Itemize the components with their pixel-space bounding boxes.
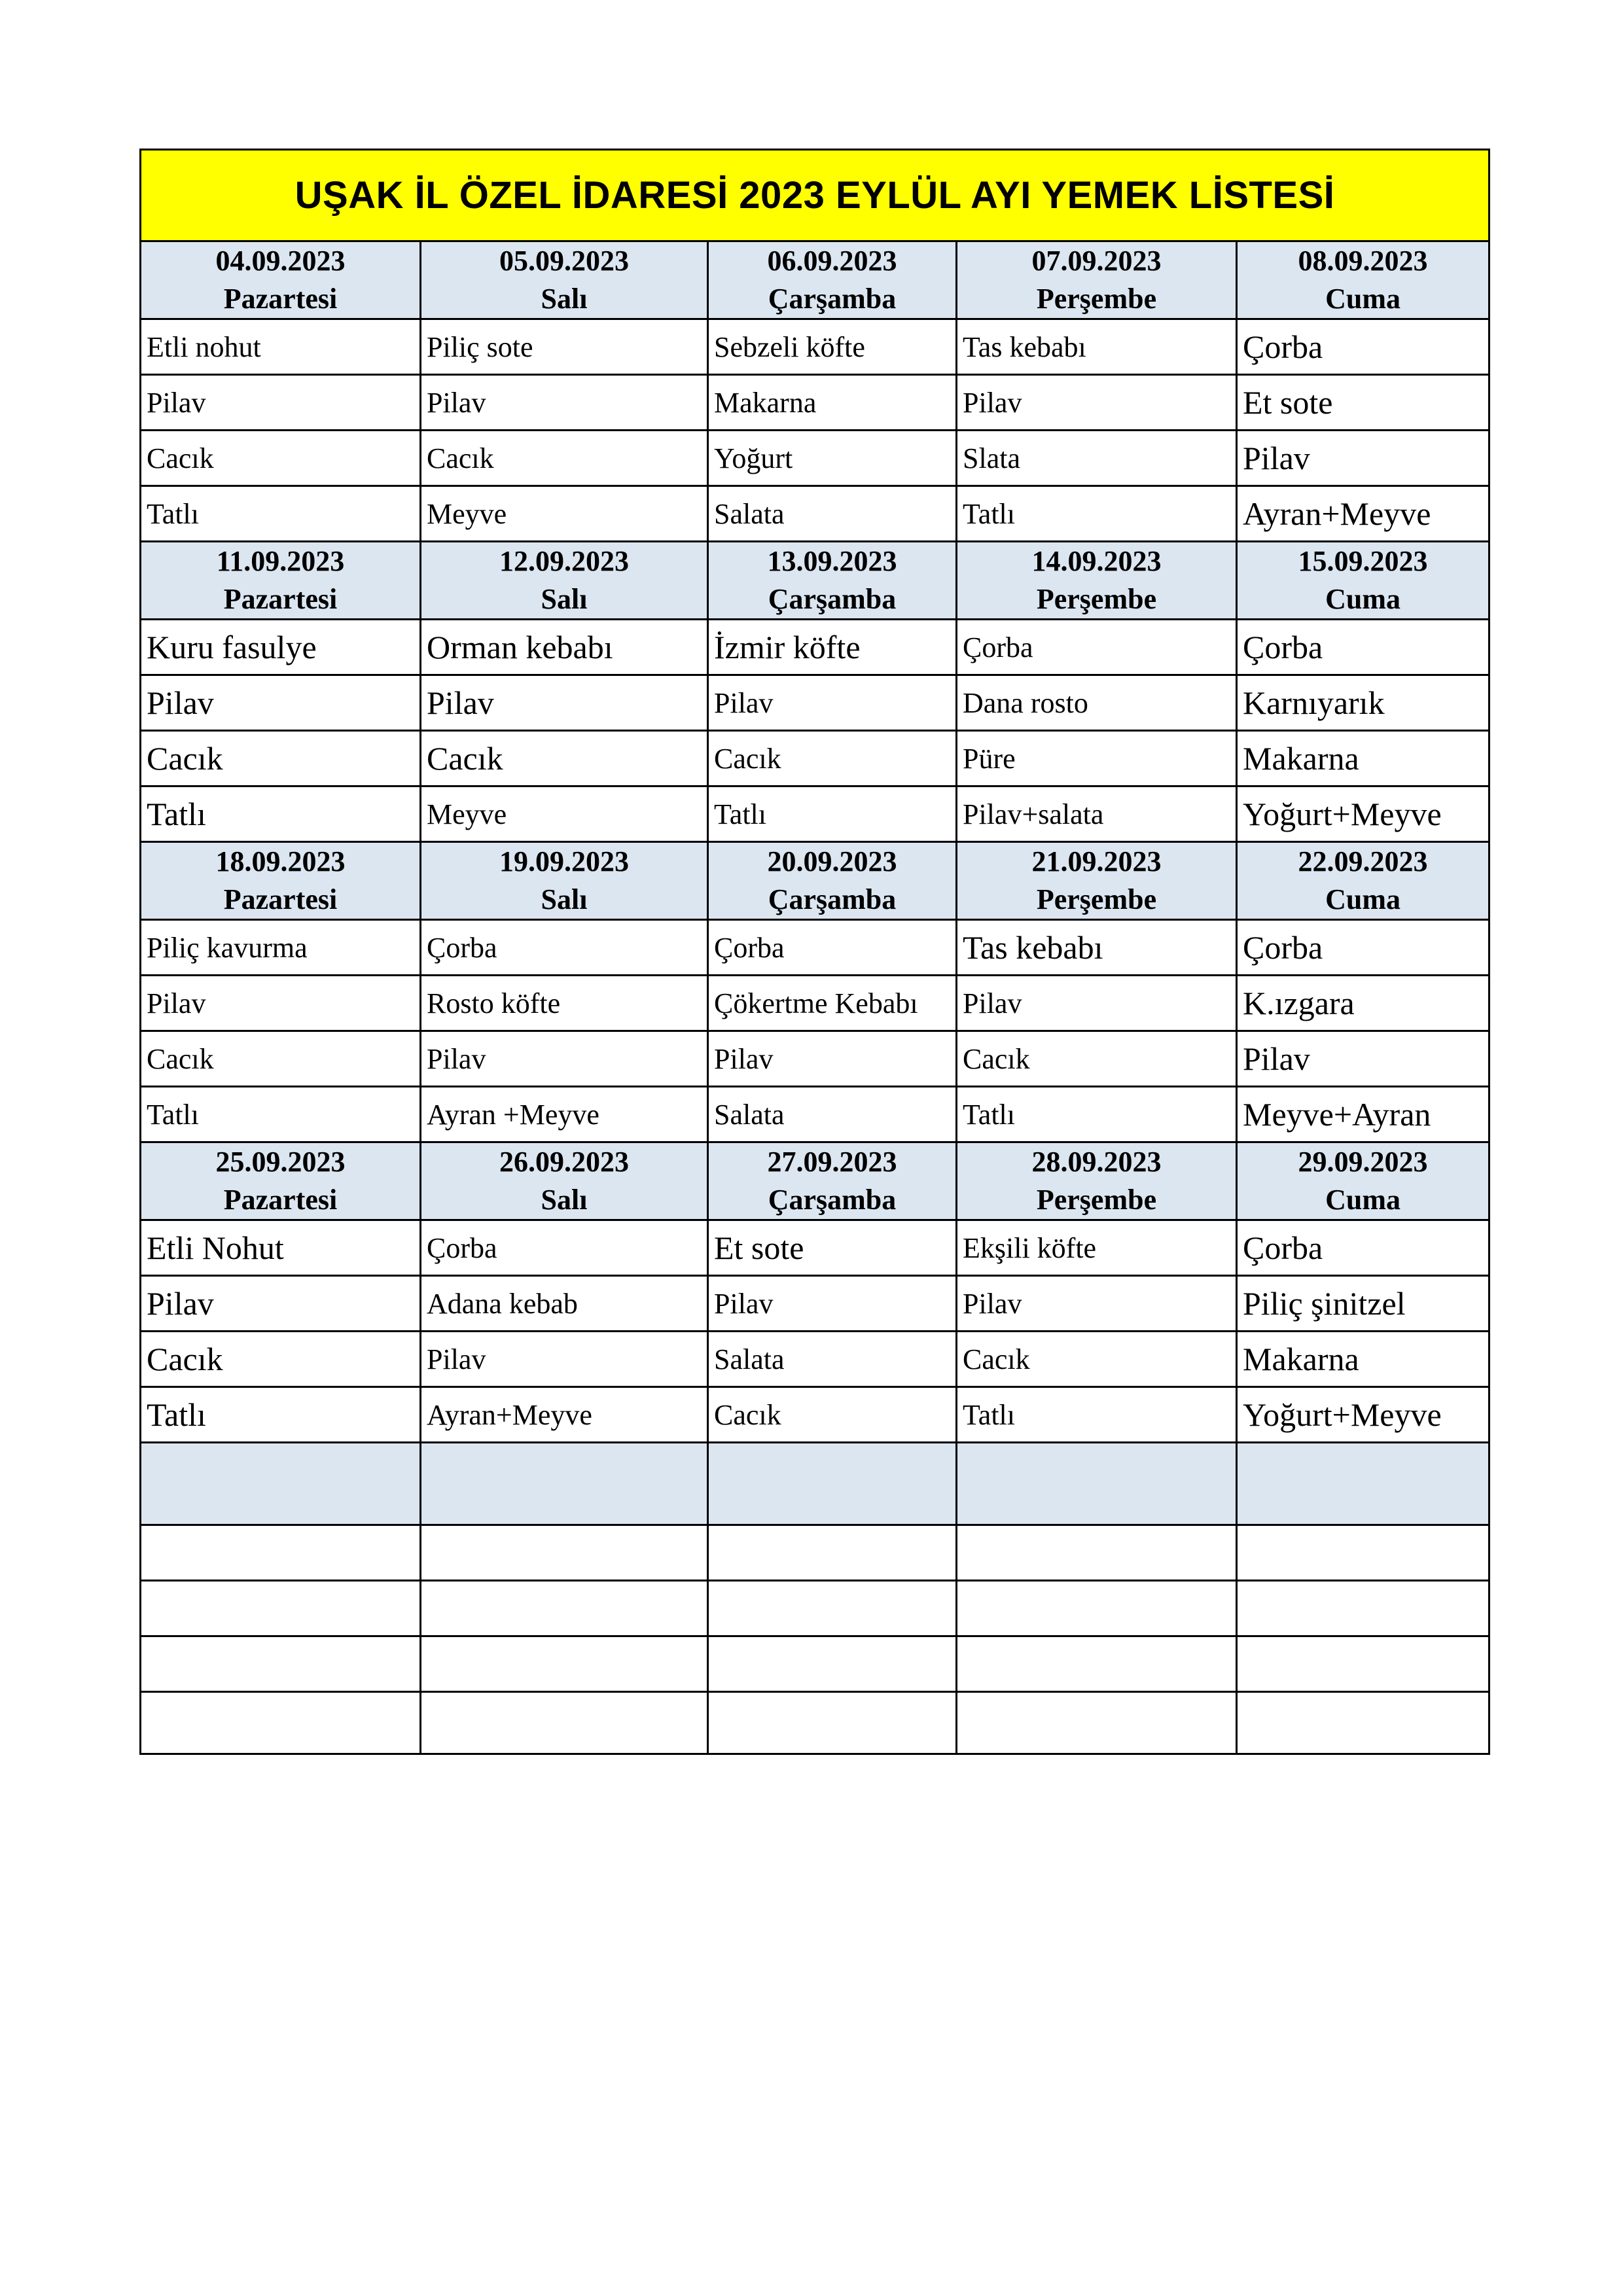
day-header-cell (957, 241, 1237, 319)
meal-cell: Tatlı (957, 1087, 1237, 1142)
meal-cell: Pilav (141, 375, 421, 431)
meal-cell: Meyve (421, 786, 708, 842)
meal-cell: Püre (957, 731, 1237, 786)
empty-header-cell (421, 1443, 708, 1525)
day-header-cell (421, 1142, 708, 1220)
week-header-row (141, 1142, 1489, 1220)
meal-cell: Sebzeli köfte (708, 319, 957, 375)
empty-cell (141, 1636, 421, 1692)
empty-cell (1237, 1692, 1489, 1754)
empty-cell (421, 1581, 708, 1636)
empty-cell (421, 1636, 708, 1692)
meal-cell: Meyve (421, 486, 708, 542)
meal-cell: Çorba (421, 920, 708, 976)
meal-cell: Pilav (708, 1031, 957, 1087)
day-name: Çarşamba (768, 1184, 897, 1216)
meal-cell: Pilav (1237, 1031, 1489, 1087)
day-date: 18.09.2023 (215, 845, 346, 877)
day-header-cell (1237, 1142, 1489, 1220)
meal-row (141, 1031, 1489, 1087)
meal-cell: Cacık (141, 431, 421, 486)
meal-cell: Tatlı (957, 486, 1237, 542)
empty-cell (141, 1525, 421, 1581)
meal-row (141, 976, 1489, 1031)
day-header-cell (957, 542, 1237, 620)
empty-cell (957, 1525, 1237, 1581)
meal-cell: Pilav+salata (957, 786, 1237, 842)
meal-cell: İzmir köfte (708, 620, 957, 675)
empty-cell (421, 1525, 708, 1581)
day-header-cell (141, 1142, 421, 1220)
meal-cell: Cacık (708, 1387, 957, 1443)
meal-cell: Pilav (421, 375, 708, 431)
meal-cell: Slata (957, 431, 1237, 486)
meal-cell: Meyve+Ayran (1237, 1087, 1489, 1142)
meal-cell: Pilav (708, 1276, 957, 1332)
meal-row (141, 431, 1489, 486)
day-name: Perşembe (1036, 883, 1157, 915)
menu-table (139, 149, 1490, 1755)
meal-cell: Et sote (708, 1220, 957, 1276)
meal-cell: Piliç kavurma (141, 920, 421, 976)
meal-cell: Cacık (957, 1332, 1237, 1387)
day-date: 13.09.2023 (767, 545, 897, 577)
meal-cell: Yoğurt+Meyve (1237, 1387, 1489, 1443)
day-date: 20.09.2023 (767, 845, 897, 877)
day-header-cell (141, 241, 421, 319)
meal-cell: Pilav (141, 675, 421, 731)
day-name: Çarşamba (768, 283, 897, 315)
meal-cell: Çorba (1237, 920, 1489, 976)
day-header-cell (708, 241, 957, 319)
meal-cell: Karnıyarık (1237, 675, 1489, 731)
meal-row (141, 1220, 1489, 1276)
meal-cell: Piliç şinitzel (1237, 1276, 1489, 1332)
day-date: 08.09.2023 (1298, 245, 1428, 277)
meal-row (141, 319, 1489, 375)
meal-cell: Cacık (957, 1031, 1237, 1087)
day-header-cell (1237, 842, 1489, 920)
meal-cell: Çorba (1237, 1220, 1489, 1276)
meal-cell: Salata (708, 1332, 957, 1387)
meal-row (141, 375, 1489, 431)
day-header-cell (421, 241, 708, 319)
meal-row (141, 1387, 1489, 1443)
meal-cell: Ayran+Meyve (1237, 486, 1489, 542)
meal-row (141, 620, 1489, 675)
day-date: 06.09.2023 (767, 245, 897, 277)
day-header-cell (708, 542, 957, 620)
meal-row (141, 731, 1489, 786)
meal-cell: Makarna (708, 375, 957, 431)
day-header-cell (957, 1142, 1237, 1220)
week-header-row (141, 241, 1489, 319)
meal-row (141, 1276, 1489, 1332)
empty-cell (1237, 1525, 1489, 1581)
empty-row (141, 1692, 1489, 1754)
meal-cell: Cacık (141, 731, 421, 786)
day-name: Cuma (1325, 1184, 1400, 1216)
empty-header-cell (141, 1443, 421, 1525)
meal-cell: Pilav (957, 976, 1237, 1031)
meal-cell: Tatlı (957, 1387, 1237, 1443)
meal-cell: Makarna (1237, 1332, 1489, 1387)
day-date: 29.09.2023 (1298, 1146, 1428, 1178)
meal-cell: Adana kebab (421, 1276, 708, 1332)
meal-cell: Pilav (1237, 431, 1489, 486)
meal-row (141, 786, 1489, 842)
empty-cell (708, 1636, 957, 1692)
meal-cell: K.ızgara (1237, 976, 1489, 1031)
meal-cell: Salata (708, 486, 957, 542)
meal-cell: Kuru fasulye (141, 620, 421, 675)
title-row (141, 150, 1489, 241)
day-date: 19.09.2023 (499, 845, 629, 877)
meal-cell: Pilav (957, 1276, 1237, 1332)
day-name: Perşembe (1036, 283, 1157, 315)
meal-row (141, 920, 1489, 976)
empty-header-cell (957, 1443, 1237, 1525)
day-date: 22.09.2023 (1298, 845, 1428, 877)
day-header-cell (421, 542, 708, 620)
meal-cell: Orman kebabı (421, 620, 708, 675)
meal-cell: Salata (708, 1087, 957, 1142)
day-date: 12.09.2023 (499, 545, 629, 577)
empty-cell (957, 1692, 1237, 1754)
empty-row (141, 1525, 1489, 1581)
meal-cell: Etli nohut (141, 319, 421, 375)
meal-cell: Yoğurt (708, 431, 957, 486)
meal-row (141, 486, 1489, 542)
meal-cell: Çorba (957, 620, 1237, 675)
empty-cell (1237, 1581, 1489, 1636)
meal-cell: Çorba (708, 920, 957, 976)
meal-cell: Tatlı (141, 1087, 421, 1142)
meal-cell: Cacık (421, 731, 708, 786)
day-header-cell (708, 842, 957, 920)
day-name: Pazartesi (223, 1184, 338, 1216)
day-header-cell (957, 842, 1237, 920)
day-name: Çarşamba (768, 583, 897, 615)
meal-cell: Cacık (708, 731, 957, 786)
meal-cell: Tatlı (141, 1387, 421, 1443)
day-header-cell (1237, 542, 1489, 620)
meal-cell: Tas kebabı (957, 920, 1237, 976)
meal-cell: Cacık (141, 1332, 421, 1387)
meal-cell: Cacık (141, 1031, 421, 1087)
day-date: 21.09.2023 (1031, 845, 1162, 877)
page-title: UŞAK İL ÖZEL İDARESİ 2023 EYLÜL AYI YEMEK LİSTESİ (141, 150, 1489, 241)
empty-cell (708, 1581, 957, 1636)
day-date: 25.09.2023 (215, 1146, 346, 1178)
day-name: Salı (541, 883, 588, 915)
meal-cell: Çökertme Kebabı (708, 976, 957, 1031)
day-name: Cuma (1325, 283, 1400, 315)
meal-row (141, 675, 1489, 731)
day-date: 11.09.2023 (216, 545, 345, 577)
day-header-cell (141, 542, 421, 620)
day-header-cell (421, 842, 708, 920)
day-date: 05.09.2023 (499, 245, 629, 277)
meal-cell: Pilav (421, 1031, 708, 1087)
week-header-row (141, 542, 1489, 620)
day-name: Cuma (1325, 883, 1400, 915)
day-header-cell (1237, 241, 1489, 319)
empty-cell (141, 1581, 421, 1636)
meal-cell: Pilav (421, 675, 708, 731)
meal-cell: Pilav (421, 1332, 708, 1387)
meal-cell: Etli Nohut (141, 1220, 421, 1276)
meal-cell: Cacık (421, 431, 708, 486)
day-header-cell (708, 1142, 957, 1220)
meal-cell: Pilav (957, 375, 1237, 431)
meal-row (141, 1087, 1489, 1142)
empty-cell (1237, 1636, 1489, 1692)
meal-cell: Ayran+Meyve (421, 1387, 708, 1443)
day-date: 14.09.2023 (1031, 545, 1162, 577)
empty-cell (957, 1636, 1237, 1692)
day-date: 15.09.2023 (1298, 545, 1428, 577)
day-name: Pazartesi (223, 583, 338, 615)
day-name: Cuma (1325, 583, 1400, 615)
week-header-row (141, 842, 1489, 920)
empty-cell (708, 1692, 957, 1754)
empty-header-cell (708, 1443, 957, 1525)
empty-header-cell (1237, 1443, 1489, 1525)
day-name: Salı (541, 283, 588, 315)
meal-cell: Yoğurt+Meyve (1237, 786, 1489, 842)
empty-cell (708, 1525, 957, 1581)
empty-row (141, 1636, 1489, 1692)
meal-cell: Pilav (708, 675, 957, 731)
day-name: Pazartesi (223, 283, 338, 315)
meal-cell: Çorba (421, 1220, 708, 1276)
meal-cell: Tatlı (141, 786, 421, 842)
day-name: Perşembe (1036, 583, 1157, 615)
meal-row (141, 1332, 1489, 1387)
empty-cell (957, 1581, 1237, 1636)
meal-cell: Tatlı (141, 486, 421, 542)
meal-cell: Ayran +Meyve (421, 1087, 708, 1142)
day-name: Salı (541, 583, 588, 615)
meal-cell: Ekşili köfte (957, 1220, 1237, 1276)
day-header-cell (141, 842, 421, 920)
day-date: 26.09.2023 (499, 1146, 629, 1178)
meal-cell: Çorba (1237, 620, 1489, 675)
empty-cell (141, 1692, 421, 1754)
meal-cell: Piliç sote (421, 319, 708, 375)
meal-cell: Tas kebabı (957, 319, 1237, 375)
meal-cell: Pilav (141, 1276, 421, 1332)
meal-cell: Pilav (141, 976, 421, 1031)
empty-row (141, 1581, 1489, 1636)
day-date: 04.09.2023 (215, 245, 346, 277)
meal-cell: Tatlı (708, 786, 957, 842)
meal-cell: Makarna (1237, 731, 1489, 786)
menu-table-body (141, 150, 1489, 1754)
day-name: Perşembe (1036, 1184, 1157, 1216)
day-name: Çarşamba (768, 883, 897, 915)
day-date: 28.09.2023 (1031, 1146, 1162, 1178)
empty-cell (421, 1692, 708, 1754)
day-date: 27.09.2023 (767, 1146, 897, 1178)
meal-cell: Rosto köfte (421, 976, 708, 1031)
empty-header-row (141, 1443, 1489, 1525)
meal-cell: Dana rosto (957, 675, 1237, 731)
day-name: Pazartesi (223, 883, 338, 915)
meal-cell: Çorba (1237, 319, 1489, 375)
meal-cell: Et sote (1237, 375, 1489, 431)
day-date: 07.09.2023 (1031, 245, 1162, 277)
day-name: Salı (541, 1184, 588, 1216)
